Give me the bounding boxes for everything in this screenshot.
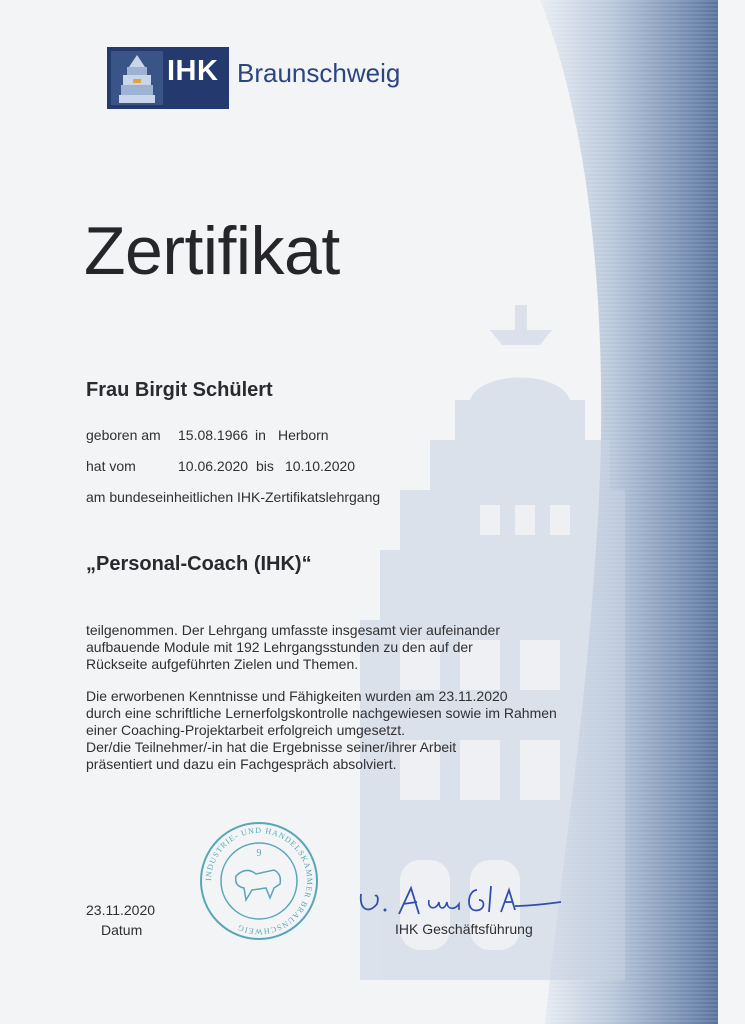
recipient-name: Frau Birgit Schülert bbox=[86, 379, 273, 401]
course-name: „Personal-Coach (IHK)“ bbox=[86, 553, 312, 575]
paragraph-line: präsentiert und dazu ein Fachgespräch absolviert. bbox=[86, 756, 397, 772]
issue-date: 23.11.2020 bbox=[86, 902, 156, 918]
paragraph-line: durch eine schriftliche Lernerfolgskontrolle nachgewiesen sowie im Rahmen bbox=[86, 705, 557, 721]
period-to-label: bis bbox=[256, 458, 274, 474]
tower-icon bbox=[111, 51, 163, 105]
certificate-title: Zertifikat bbox=[84, 213, 340, 289]
paragraph-line: teilgenommen. Der Lehrgang umfasste insgesamt vier aufeinander bbox=[86, 622, 501, 638]
official-seal bbox=[196, 818, 322, 944]
born-date: 15.08.1966 bbox=[178, 427, 249, 443]
ihk-logo bbox=[107, 47, 401, 109]
horse-icon bbox=[236, 870, 281, 900]
handwritten-signature bbox=[355, 880, 565, 924]
svg-text:INDUSTRIE- UND HANDELSKAMMER B: INDUSTRIE- UND HANDELSKAMMER BRAUNSCHWEIG bbox=[203, 825, 315, 937]
signature-label: IHK Geschäftsführung bbox=[395, 921, 533, 937]
period-label: hat vom bbox=[86, 458, 136, 474]
paragraph-line: einer Coaching-Projektarbeit erfolgreich umgesetzt. bbox=[86, 722, 406, 738]
paragraph-assessment bbox=[86, 688, 557, 773]
logo-badge bbox=[107, 47, 229, 109]
paragraph-participation bbox=[86, 622, 500, 673]
born-label: geboren am bbox=[86, 427, 161, 443]
period-end: 10.10.2020 bbox=[285, 458, 356, 474]
born-place: Herborn bbox=[278, 427, 329, 443]
date-label: Datum bbox=[101, 922, 143, 938]
paragraph-line: Rückseite aufgeführten Zielen und Themen. bbox=[86, 656, 359, 672]
seal-number: 9 bbox=[256, 848, 262, 859]
born-in-label: in bbox=[255, 427, 266, 443]
logo-abbr: IHK bbox=[167, 55, 219, 87]
paragraph-line: Der/die Teilnehmer/-in hat die Ergebnisse seiner/ihrer Arbeit bbox=[86, 739, 457, 755]
paragraph-line: Die erworbenen Kenntnisse und Fähigkeiten wurden am 23.11.2020 bbox=[86, 688, 508, 704]
logo-city: Braunschweig bbox=[237, 58, 401, 88]
paragraph-line: aufbauende Module mit 192 Lehrgangsstunden zu den auf der bbox=[86, 639, 473, 655]
course-intro: am bundeseinheitlichen IHK-Zertifikatslehrgang bbox=[86, 489, 381, 505]
period-start: 10.06.2020 bbox=[178, 458, 249, 474]
